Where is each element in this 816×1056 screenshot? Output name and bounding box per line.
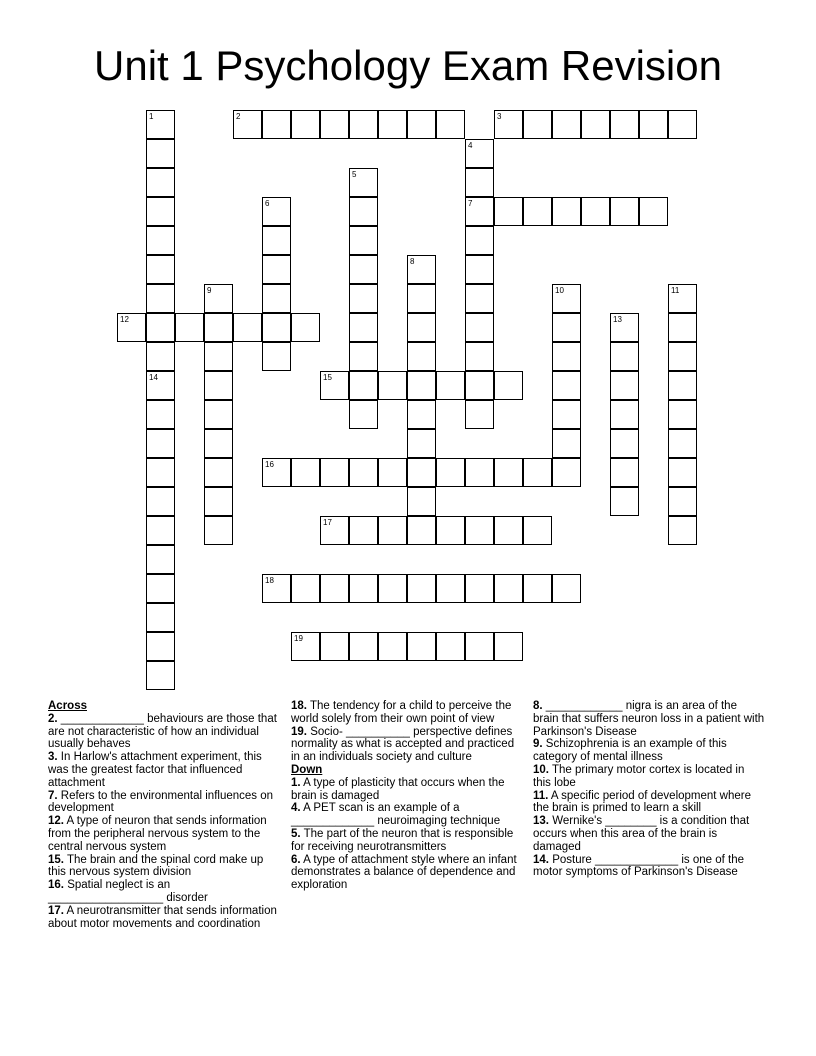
grid-cell[interactable] bbox=[407, 342, 436, 371]
grid-cell[interactable] bbox=[146, 458, 175, 487]
clue-text: Wernike's ________ is a condition that occurs when this area of the brain is damaged bbox=[533, 815, 750, 853]
grid-cell[interactable] bbox=[349, 400, 378, 429]
clue-num: 1. bbox=[291, 776, 301, 789]
grid-cell[interactable] bbox=[465, 255, 494, 284]
grid-cell[interactable] bbox=[320, 371, 349, 400]
down-clue bbox=[533, 790, 765, 816]
grid-cell[interactable] bbox=[291, 458, 320, 487]
clue-number: 9 bbox=[207, 286, 212, 295]
grid-cell[interactable] bbox=[407, 632, 436, 661]
grid-cell[interactable] bbox=[146, 371, 175, 400]
grid-cell[interactable] bbox=[494, 574, 523, 603]
grid-cell[interactable] bbox=[378, 110, 407, 139]
clue-num: 2. bbox=[48, 712, 58, 725]
grid-cell[interactable] bbox=[407, 110, 436, 139]
clue-number: 12 bbox=[120, 315, 129, 324]
grid-cell[interactable] bbox=[146, 516, 175, 545]
grid-cell[interactable] bbox=[204, 342, 233, 371]
grid-cell[interactable] bbox=[668, 458, 697, 487]
grid-cell[interactable] bbox=[523, 516, 552, 545]
clue-text: Schizophrenia is an example of this category of mental illness bbox=[533, 738, 727, 764]
grid-cell[interactable] bbox=[465, 197, 494, 226]
grid-cell[interactable] bbox=[291, 574, 320, 603]
grid-cell[interactable] bbox=[262, 574, 291, 603]
down-clue bbox=[533, 738, 765, 764]
grid-cell[interactable] bbox=[465, 458, 494, 487]
grid-cell[interactable] bbox=[349, 574, 378, 603]
grid-cell[interactable] bbox=[552, 429, 581, 458]
grid-cell[interactable] bbox=[552, 284, 581, 313]
clue-num: 6. bbox=[291, 853, 301, 866]
grid-cell[interactable] bbox=[523, 110, 552, 139]
across-clue bbox=[291, 700, 523, 726]
grid-cell[interactable] bbox=[407, 371, 436, 400]
grid-cell[interactable] bbox=[204, 284, 233, 313]
clue-text: ____________ nigra is an area of the brain that suffers neuron loss in a patient with Parkinson's Disease bbox=[533, 700, 765, 738]
down-clue bbox=[533, 854, 765, 880]
grid-cell[interactable] bbox=[552, 574, 581, 603]
grid-cell[interactable] bbox=[320, 458, 349, 487]
clue-number: 3 bbox=[497, 112, 502, 121]
grid-cell[interactable] bbox=[552, 400, 581, 429]
grid-cell[interactable] bbox=[146, 400, 175, 429]
grid-cell[interactable] bbox=[610, 342, 639, 371]
grid-cell[interactable] bbox=[407, 284, 436, 313]
clue-text: A PET scan is an example of a _____________ neuroimaging technique bbox=[291, 802, 501, 828]
grid-cell[interactable] bbox=[494, 632, 523, 661]
grid-cell[interactable] bbox=[523, 197, 552, 226]
grid-cell[interactable] bbox=[349, 632, 378, 661]
clue-number: 19 bbox=[294, 634, 303, 643]
clue-text: In Harlow's attachment experiment, this was the greatest factor that influenced attachment bbox=[48, 751, 262, 789]
clue-text: The tendency for a child to perceive the world solely from their own point of view bbox=[291, 700, 512, 725]
clue-num: 5. bbox=[291, 827, 301, 840]
grid-cell[interactable] bbox=[407, 516, 436, 545]
grid-cell[interactable] bbox=[523, 574, 552, 603]
grid-cell[interactable] bbox=[436, 516, 465, 545]
grid-cell[interactable] bbox=[146, 429, 175, 458]
grid-cell[interactable] bbox=[465, 313, 494, 342]
grid-cell[interactable] bbox=[146, 487, 175, 516]
grid-cell[interactable] bbox=[262, 197, 291, 226]
grid-cell[interactable] bbox=[668, 487, 697, 516]
grid-cell[interactable] bbox=[146, 284, 175, 313]
grid-cell[interactable] bbox=[349, 226, 378, 255]
grid-cell[interactable] bbox=[349, 168, 378, 197]
grid-cell[interactable] bbox=[291, 313, 320, 342]
across-heading: Across bbox=[48, 700, 87, 712]
clue-text: Spatial neglect is an __________________ disorder bbox=[48, 879, 208, 904]
clue-text: A type of plasticity that occurs when the brain is damaged bbox=[291, 776, 505, 802]
grid-cell[interactable] bbox=[668, 371, 697, 400]
clue-num: 18. bbox=[291, 700, 307, 712]
clue-number: 13 bbox=[613, 315, 622, 324]
grid-cell[interactable] bbox=[204, 313, 233, 342]
grid-cell[interactable] bbox=[668, 429, 697, 458]
clue-number: 6 bbox=[265, 199, 270, 208]
grid-cell[interactable] bbox=[639, 197, 668, 226]
across-clue bbox=[48, 854, 280, 880]
grid-cell[interactable] bbox=[146, 545, 175, 574]
grid-cell[interactable] bbox=[639, 110, 668, 139]
grid-cell[interactable] bbox=[117, 313, 146, 342]
grid-cell[interactable] bbox=[349, 110, 378, 139]
grid-cell[interactable] bbox=[465, 371, 494, 400]
grid-cell[interactable] bbox=[349, 516, 378, 545]
clue-number: 4 bbox=[468, 141, 473, 150]
grid-cell[interactable] bbox=[407, 574, 436, 603]
clue-num: 3. bbox=[48, 751, 58, 764]
clue-number: 11 bbox=[671, 286, 680, 295]
clue-num: 11. bbox=[533, 789, 549, 802]
clue-text: A neurotransmitter that sends information about motor movements and coordination bbox=[48, 904, 277, 930]
grid-cell[interactable] bbox=[349, 458, 378, 487]
clue-num: 12. bbox=[48, 815, 64, 828]
clue-text: The brain and the spinal cord make up this nervous system division bbox=[48, 853, 264, 879]
clue-num: 9. bbox=[533, 738, 543, 751]
grid-cell[interactable] bbox=[233, 313, 262, 342]
clue-number: 16 bbox=[265, 460, 274, 469]
clue-column-3 bbox=[533, 700, 765, 879]
clue-column-2 bbox=[291, 700, 523, 892]
grid-cell[interactable] bbox=[465, 400, 494, 429]
grid-cell[interactable] bbox=[146, 197, 175, 226]
down-heading: Down bbox=[291, 763, 323, 776]
clue-number: 18 bbox=[265, 576, 274, 585]
grid-cell[interactable] bbox=[465, 139, 494, 168]
clue-num: 7. bbox=[48, 789, 58, 802]
down-clue bbox=[291, 777, 523, 803]
clue-text: _____________ behaviours are those that are not characteristic of how an individual usually behaves bbox=[48, 712, 277, 751]
clue-number: 17 bbox=[323, 518, 332, 527]
grid-cell[interactable] bbox=[407, 487, 436, 516]
across-clue bbox=[48, 713, 280, 751]
grid-cell[interactable] bbox=[204, 400, 233, 429]
grid-cell[interactable] bbox=[465, 632, 494, 661]
grid-cell[interactable] bbox=[436, 110, 465, 139]
grid-cell[interactable] bbox=[349, 197, 378, 226]
grid-cell[interactable] bbox=[146, 226, 175, 255]
grid-cell[interactable] bbox=[262, 226, 291, 255]
clue-num: 16. bbox=[48, 879, 64, 892]
clue-number: 1 bbox=[149, 112, 154, 121]
grid-cell[interactable] bbox=[436, 632, 465, 661]
down-clue bbox=[291, 828, 523, 854]
grid-cell[interactable] bbox=[668, 313, 697, 342]
grid-cell[interactable] bbox=[146, 661, 175, 690]
grid-cell[interactable] bbox=[610, 458, 639, 487]
grid-cell[interactable] bbox=[494, 516, 523, 545]
grid-cell[interactable] bbox=[291, 632, 320, 661]
across-clue bbox=[291, 726, 523, 764]
across-clue bbox=[48, 905, 280, 931]
clue-column-1 bbox=[48, 700, 280, 930]
grid-cell[interactable] bbox=[204, 371, 233, 400]
grid-cell[interactable] bbox=[146, 603, 175, 632]
grid-cell[interactable] bbox=[552, 110, 581, 139]
clue-number: 2 bbox=[236, 112, 241, 121]
grid-cell[interactable] bbox=[407, 313, 436, 342]
grid-cell[interactable] bbox=[610, 400, 639, 429]
clue-text: A specific period of development where the brain is primed to learn a skill bbox=[533, 789, 752, 815]
grid-cell[interactable] bbox=[320, 110, 349, 139]
grid-cell[interactable] bbox=[204, 487, 233, 516]
grid-cell[interactable] bbox=[465, 168, 494, 197]
grid-cell[interactable] bbox=[146, 342, 175, 371]
grid-cell[interactable] bbox=[291, 110, 320, 139]
clue-num: 10. bbox=[533, 763, 549, 776]
grid-cell[interactable] bbox=[581, 197, 610, 226]
grid-cell[interactable] bbox=[436, 574, 465, 603]
clue-text: Refers to the environmental influences on development bbox=[48, 789, 274, 815]
grid-cell[interactable] bbox=[204, 429, 233, 458]
grid-cell[interactable] bbox=[668, 110, 697, 139]
grid-cell[interactable] bbox=[349, 371, 378, 400]
grid-cell[interactable] bbox=[552, 342, 581, 371]
grid-cell[interactable] bbox=[378, 458, 407, 487]
grid-cell[interactable] bbox=[175, 313, 204, 342]
grid-cell[interactable] bbox=[610, 110, 639, 139]
grid-cell[interactable] bbox=[378, 371, 407, 400]
clue-num: 8. bbox=[533, 700, 543, 712]
grid-cell[interactable] bbox=[146, 313, 175, 342]
grid-cell[interactable] bbox=[349, 284, 378, 313]
clue-number: 15 bbox=[323, 373, 332, 382]
clue-number: 10 bbox=[555, 286, 564, 295]
grid-cell[interactable] bbox=[436, 371, 465, 400]
grid-cell[interactable] bbox=[204, 458, 233, 487]
clue-text: The part of the neuron that is responsible for receiving neurotransmitters bbox=[291, 827, 514, 853]
grid-cell[interactable] bbox=[146, 255, 175, 284]
grid-cell[interactable] bbox=[610, 313, 639, 342]
grid-cell[interactable] bbox=[349, 255, 378, 284]
grid-cell[interactable] bbox=[494, 110, 523, 139]
grid-cell[interactable] bbox=[262, 110, 291, 139]
grid-cell[interactable] bbox=[146, 632, 175, 661]
clue-number: 7 bbox=[468, 199, 473, 208]
grid-cell[interactable] bbox=[233, 110, 262, 139]
grid-cell[interactable] bbox=[581, 110, 610, 139]
grid-cell[interactable] bbox=[407, 400, 436, 429]
grid-cell[interactable] bbox=[407, 458, 436, 487]
down-clue bbox=[291, 854, 523, 892]
grid-cell[interactable] bbox=[465, 516, 494, 545]
grid-cell[interactable] bbox=[610, 197, 639, 226]
clue-num: 15. bbox=[48, 853, 64, 866]
grid-cell[interactable] bbox=[262, 458, 291, 487]
clue-text: A type of attachment style where an infant demonstrates a balance of dependence and exploration bbox=[291, 853, 517, 892]
grid-cell[interactable] bbox=[494, 458, 523, 487]
grid-cell[interactable] bbox=[668, 284, 697, 313]
clue-text: The primary motor cortex is located in this lobe bbox=[533, 763, 745, 789]
grid-cell[interactable] bbox=[523, 458, 552, 487]
down-clue bbox=[533, 815, 765, 853]
clue-num: 13. bbox=[533, 815, 549, 828]
grid-cell[interactable] bbox=[465, 284, 494, 313]
grid-cell[interactable] bbox=[552, 458, 581, 487]
grid-cell[interactable] bbox=[349, 313, 378, 342]
down-clue bbox=[291, 802, 523, 828]
grid-cell[interactable] bbox=[668, 342, 697, 371]
grid-cell[interactable] bbox=[146, 110, 175, 139]
across-clue bbox=[48, 751, 280, 789]
grid-cell[interactable] bbox=[407, 255, 436, 284]
clue-num: 14. bbox=[533, 853, 549, 866]
clue-text: A type of neuron that sends information from the peripheral nervous system to the central nervous system bbox=[48, 815, 267, 853]
grid-cell[interactable] bbox=[610, 371, 639, 400]
clue-text: Posture _____________ is one of the motor symptoms of Parkinson's Disease bbox=[533, 853, 745, 879]
grid-cell[interactable] bbox=[494, 197, 523, 226]
clue-num: 4. bbox=[291, 802, 301, 815]
down-clue bbox=[533, 700, 765, 738]
grid-cell[interactable] bbox=[320, 516, 349, 545]
grid-cell[interactable] bbox=[262, 313, 291, 342]
page-title: Unit 1 Psychology Exam Revision bbox=[94, 42, 722, 89]
grid-cell[interactable] bbox=[465, 574, 494, 603]
grid-cell[interactable] bbox=[552, 313, 581, 342]
across-clue bbox=[48, 879, 280, 905]
clue-num: 17. bbox=[48, 904, 64, 917]
clue-number: 8 bbox=[410, 257, 415, 266]
grid-cell[interactable] bbox=[610, 429, 639, 458]
grid-cell[interactable] bbox=[668, 516, 697, 545]
grid-cell[interactable] bbox=[610, 487, 639, 516]
grid-cell[interactable] bbox=[146, 139, 175, 168]
across-clue bbox=[48, 790, 280, 816]
clue-text: Socio- __________ perspective defines normality as what is accepted and practiced in an individuals society and culture bbox=[291, 725, 515, 764]
grid-cell[interactable] bbox=[465, 342, 494, 371]
grid-cell[interactable] bbox=[378, 632, 407, 661]
grid-cell[interactable] bbox=[552, 197, 581, 226]
grid-cell[interactable] bbox=[378, 574, 407, 603]
grid-cell[interactable] bbox=[262, 284, 291, 313]
grid-cell[interactable] bbox=[349, 342, 378, 371]
grid-cell[interactable] bbox=[320, 632, 349, 661]
grid-cell[interactable] bbox=[465, 226, 494, 255]
clue-number: 14 bbox=[149, 373, 158, 382]
grid-cell[interactable] bbox=[552, 371, 581, 400]
grid-cell[interactable] bbox=[494, 371, 523, 400]
grid-cell[interactable] bbox=[407, 429, 436, 458]
across-clue bbox=[48, 815, 280, 853]
down-clue bbox=[533, 764, 765, 790]
clue-num: 19. bbox=[291, 725, 307, 738]
grid-cell[interactable] bbox=[262, 342, 291, 371]
grid-cell[interactable] bbox=[146, 574, 175, 603]
grid-cell[interactable] bbox=[204, 516, 233, 545]
grid-cell[interactable] bbox=[146, 168, 175, 197]
grid-cell[interactable] bbox=[320, 574, 349, 603]
clue-number: 5 bbox=[352, 170, 357, 179]
grid-cell[interactable] bbox=[436, 458, 465, 487]
grid-cell[interactable] bbox=[262, 255, 291, 284]
grid-cell[interactable] bbox=[378, 516, 407, 545]
grid-cell[interactable] bbox=[668, 400, 697, 429]
